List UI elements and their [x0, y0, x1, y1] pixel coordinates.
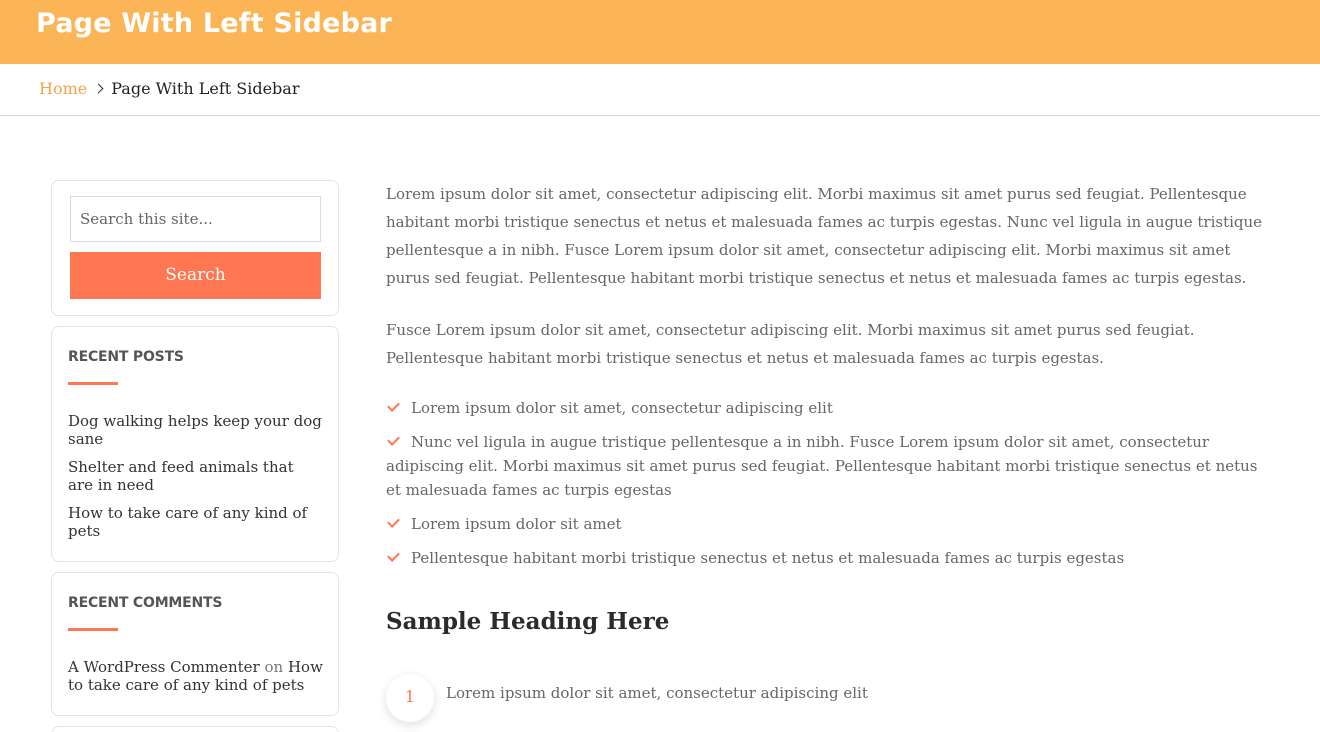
search-widget [51, 180, 339, 316]
recent-posts-title: RECENT POSTS [68, 349, 184, 365]
number-badge: 1 [386, 674, 434, 722]
recent-post-link[interactable]: How to take care of any kind of pets [68, 504, 308, 540]
list-item: Lorem ipsum dolor sit amet, consectetur adipiscing elit [386, 396, 1276, 420]
title-underline [68, 628, 118, 631]
check-icon [387, 433, 400, 446]
comment-post-link[interactable]: How to take care of any kind of pets [68, 658, 323, 694]
check-icon [387, 549, 400, 562]
recent-comment-item [68, 658, 328, 694]
list-item: Nunc vel ligula in augue tristique pellentesque a in nibh. Fusce Lorem ipsum dolor sit amet, consectetur adipiscing elit. Morbi maximus sit amet purus sed feugiat. Pellentesque habitant morbi tristique senectus et netus et malesuada fames ac turpis egestas [386, 433, 1258, 499]
numbered-item-text: Lorem ipsum dolor sit amet, consectetur adipiscing elit [446, 684, 868, 702]
page-title: Page With Left Sidebar [36, 8, 393, 39]
search-button[interactable]: Search [70, 252, 321, 299]
content-paragraph: Fusce Lorem ipsum dolor sit amet, consectetur adipiscing elit. Morbi maximus sit amet purus sed feugiat. Pellentesque habitant morbi tristique senectus et netus et malesuada fames ac turpis egestas. [386, 321, 1195, 367]
breadcrumb [0, 64, 1320, 116]
breadcrumb-home-link[interactable]: Home [39, 79, 88, 98]
content-paragraph: Lorem ipsum dolor sit amet, consectetur adipiscing elit. Morbi maximus sit amet purus sed feugiat. Pellentesque habitant morbi tristique senectus et netus et malesuada fames ac turpis egestas. Nunc vel ligula in augue tristique pellentesque a in nibh. Fusce Lorem ipsum dolor sit amet, consectetur adipiscing elit. Morbi maximus sit amet purus sed feugiat. Pellentesque habitant morbi tristique senectus et netus et malesuada fames ac turpis egestas. [386, 185, 1263, 287]
page-banner [0, 0, 1320, 64]
main-content [386, 180, 1276, 706]
check-icon [387, 399, 400, 412]
search-input[interactable]: Search this site... [70, 196, 321, 242]
recent-comments-widget [51, 572, 339, 716]
check-list [386, 396, 1276, 570]
check-icon [387, 515, 400, 528]
recent-posts-list [68, 412, 323, 550]
recent-posts-widget [51, 326, 339, 562]
sidebar-widget [51, 726, 339, 732]
chevron-right-icon [94, 84, 104, 94]
title-underline [68, 382, 118, 385]
section-heading: Sample Heading Here [386, 608, 670, 635]
list-item: Lorem ipsum dolor sit amet [386, 512, 1276, 536]
breadcrumb-current: Page With Left Sidebar [111, 79, 300, 98]
comment-author-link[interactable]: A WordPress Commenter [68, 658, 260, 676]
recent-comments-title: RECENT COMMENTS [68, 595, 223, 611]
comment-on-text: on [264, 658, 284, 676]
recent-post-link[interactable]: Shelter and feed animals that are in need [68, 458, 294, 494]
list-item: Pellentesque habitant morbi tristique senectus et netus et malesuada fames ac turpis egestas [386, 546, 1276, 570]
recent-post-link[interactable]: Dog walking helps keep your dog sane [68, 412, 322, 448]
